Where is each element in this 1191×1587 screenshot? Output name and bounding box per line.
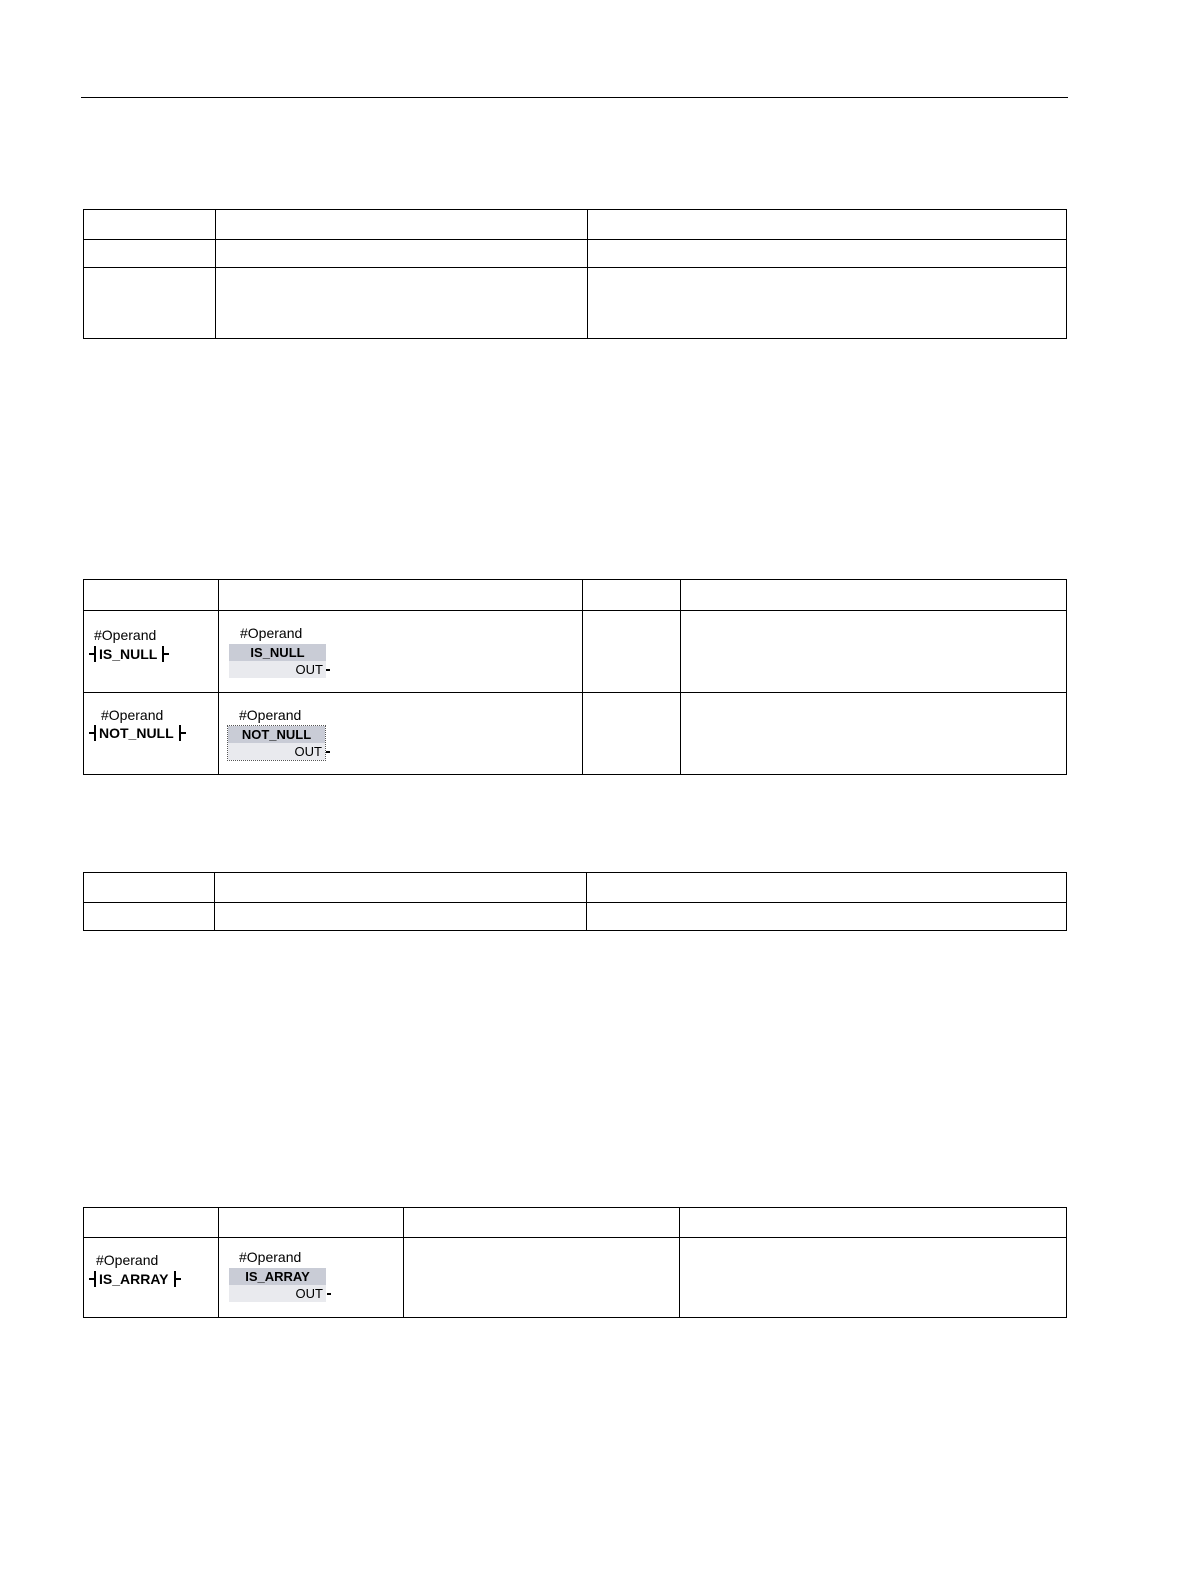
table-header-cell bbox=[84, 580, 219, 611]
fbd-output-label: OUT bbox=[295, 662, 323, 677]
lad-operand-label: #Operand bbox=[96, 1252, 159, 1268]
table-2 bbox=[83, 579, 1067, 775]
table-cell bbox=[216, 268, 588, 339]
output-pin bbox=[326, 751, 330, 753]
table-cell bbox=[588, 210, 1067, 240]
table-cell bbox=[583, 693, 681, 775]
rung-line bbox=[164, 653, 169, 655]
fbd-cell bbox=[219, 693, 583, 775]
table-header-cell bbox=[84, 1208, 219, 1238]
table-header-cell bbox=[404, 1208, 680, 1238]
fbd-instruction-label: IS_NULL bbox=[229, 644, 326, 661]
table-header-cell bbox=[680, 1208, 1067, 1238]
table-cell bbox=[215, 873, 587, 903]
fbd-output-label: OUT bbox=[294, 744, 322, 759]
fbd-instruction-box bbox=[228, 726, 325, 760]
contact-right-bar bbox=[179, 725, 181, 741]
table-3 bbox=[83, 872, 1067, 931]
rung-line bbox=[181, 732, 186, 734]
table-cell bbox=[215, 903, 587, 931]
contact-right-bar bbox=[174, 1271, 176, 1287]
table-1 bbox=[83, 209, 1067, 339]
fbd-cell bbox=[219, 1238, 404, 1318]
table-cell bbox=[84, 903, 215, 931]
table-header-row bbox=[84, 1208, 1067, 1238]
contact-left-bar bbox=[94, 646, 96, 662]
fbd-output-label: OUT bbox=[295, 1286, 323, 1301]
table-row bbox=[84, 240, 1067, 268]
fbd-cell bbox=[219, 611, 583, 693]
lad-operand-label: #Operand bbox=[101, 707, 164, 723]
table-cell bbox=[681, 611, 1067, 693]
fbd-instruction-box bbox=[229, 1268, 326, 1302]
lad-cell bbox=[84, 693, 219, 775]
table-header-cell bbox=[219, 580, 583, 611]
fbd-instruction-label: IS_ARRAY bbox=[229, 1268, 326, 1285]
fbd-instruction-box bbox=[229, 644, 326, 678]
table-cell bbox=[84, 240, 216, 268]
table-header-cell bbox=[681, 580, 1067, 611]
table-cell bbox=[84, 268, 216, 339]
table-4 bbox=[83, 1207, 1067, 1318]
fbd-operand-label: #Operand bbox=[239, 1249, 302, 1265]
lad-contact-symbol bbox=[89, 724, 186, 742]
table-cell bbox=[588, 268, 1067, 339]
table-header-cell bbox=[583, 580, 681, 611]
lad-cell bbox=[84, 611, 219, 693]
lad-contact-symbol bbox=[89, 645, 169, 663]
fbd-operand-label: #Operand bbox=[240, 625, 303, 641]
table-row bbox=[84, 210, 1067, 240]
output-pin bbox=[327, 1293, 331, 1295]
table-cell bbox=[84, 210, 216, 240]
table-cell bbox=[404, 1238, 680, 1318]
lad-operand-label: #Operand bbox=[94, 627, 157, 643]
lad-contact-symbol bbox=[89, 1270, 181, 1288]
output-pin bbox=[326, 669, 330, 671]
table-cell bbox=[216, 240, 588, 268]
table-cell bbox=[680, 1238, 1067, 1318]
table-cell bbox=[681, 693, 1067, 775]
table-row bbox=[84, 693, 1067, 775]
contact-right-bar bbox=[162, 646, 164, 662]
lad-instruction-label: IS_NULL bbox=[99, 646, 158, 662]
lad-instruction-label: IS_ARRAY bbox=[99, 1271, 169, 1287]
table-header-cell bbox=[219, 1208, 404, 1238]
table-cell bbox=[216, 210, 588, 240]
fbd-operand-label: #Operand bbox=[239, 707, 302, 723]
fbd-instruction-label: NOT_NULL bbox=[228, 726, 325, 743]
table-cell bbox=[587, 903, 1067, 931]
rung-line bbox=[176, 1278, 181, 1280]
table-row bbox=[84, 268, 1067, 339]
table-row bbox=[84, 1238, 1067, 1318]
contact-left-bar bbox=[94, 725, 96, 741]
table-row bbox=[84, 611, 1067, 693]
table-cell bbox=[583, 611, 681, 693]
table-cell bbox=[84, 873, 215, 903]
table-row bbox=[84, 903, 1067, 931]
contact-left-bar bbox=[94, 1271, 96, 1287]
table-cell bbox=[587, 873, 1067, 903]
table-header-row bbox=[84, 580, 1067, 611]
lad-cell bbox=[84, 1238, 219, 1318]
table-cell bbox=[588, 240, 1067, 268]
table-row bbox=[84, 873, 1067, 903]
lad-instruction-label: NOT_NULL bbox=[99, 725, 174, 741]
header-rule bbox=[81, 97, 1068, 98]
